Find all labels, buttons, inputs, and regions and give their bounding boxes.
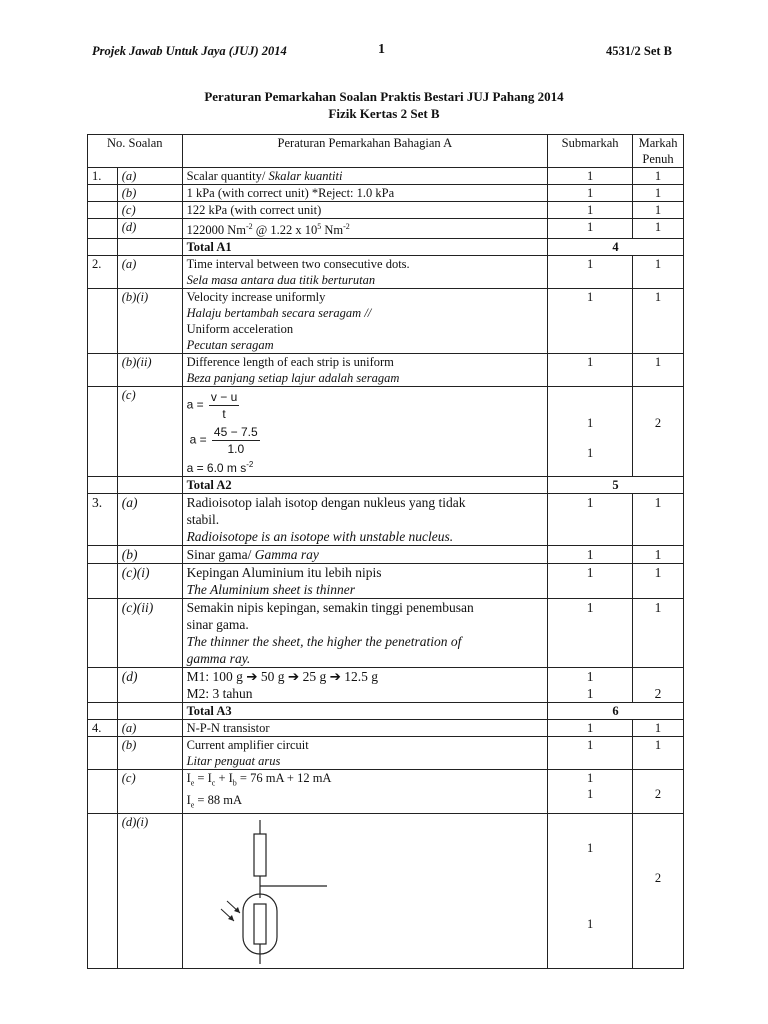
full-mark-cell	[633, 770, 684, 814]
answer-text: Radioisotop ialah isotop dengan nukleus yang tidak	[186, 495, 466, 511]
answer-text: 122000 Nm	[186, 223, 246, 238]
fraction	[212, 424, 260, 457]
submark: 1	[548, 599, 633, 668]
document-subtitle: Fizik Kertas 2 Set B	[328, 106, 440, 121]
answer-cell	[182, 668, 548, 703]
header-paper-code: 4531/2 Set B	[606, 44, 672, 58]
header-full-mark	[633, 135, 684, 168]
exponent: -2	[246, 460, 254, 470]
table-row	[88, 668, 684, 703]
total-row	[88, 703, 684, 720]
total-value: 6	[548, 703, 684, 720]
part-label: (d)(i)	[117, 814, 182, 969]
full-mark: 1	[633, 256, 684, 289]
total-row	[88, 239, 684, 256]
header-project-title: Projek Jawab Untuk Jaya (JUJ) 2014	[92, 44, 287, 58]
submark-cell	[548, 668, 633, 703]
part-label: (a)	[117, 494, 182, 546]
resistor	[254, 834, 266, 876]
part-label: (b)(i)	[117, 289, 182, 354]
full-mark: 1	[633, 354, 684, 387]
fraction-numerator: 45 − 7.5	[213, 425, 258, 440]
part-label: (c)	[117, 770, 182, 814]
answer-text: Difference length of each strip is uniform	[186, 355, 394, 370]
table-row	[88, 185, 684, 202]
table-row	[88, 564, 684, 599]
part-label: (b)	[117, 737, 182, 770]
part-label: (b)	[117, 546, 182, 564]
submark: 1	[548, 168, 633, 185]
answer-cell	[182, 599, 548, 668]
total-value: 5	[548, 477, 684, 494]
table-row	[88, 354, 684, 387]
full-mark: 1	[633, 737, 684, 770]
answer-cell	[182, 494, 548, 546]
table-row	[88, 546, 684, 564]
answer-text: = I	[194, 771, 212, 786]
circuit-diagram-cell	[182, 814, 548, 969]
answer-cell	[182, 546, 548, 564]
header-full-mark-line2: Penuh	[642, 152, 674, 166]
submark: 1	[548, 720, 633, 737]
submark: 1	[586, 771, 594, 786]
submark: 1	[586, 841, 594, 856]
table-row	[88, 494, 684, 546]
exponent: -2	[343, 222, 350, 231]
fraction-denominator: 1.0	[227, 442, 245, 457]
part-label: (a)	[117, 720, 182, 737]
fraction	[209, 389, 239, 422]
total-label: Total A3	[182, 703, 548, 720]
submark: 1	[548, 289, 633, 354]
answer-text-italic: Sela masa antara dua titik berturutan	[186, 273, 376, 288]
table-row	[88, 770, 684, 814]
answer-cell	[182, 219, 548, 239]
equation-lhs: a =	[189, 432, 210, 447]
marking-scheme-table	[87, 134, 684, 969]
part-label: (b)(ii)	[117, 354, 182, 387]
full-mark: 1	[633, 219, 684, 239]
answer-cell	[182, 737, 548, 770]
answer-text-italic: Beza panjang setiap lajur adalah seragam	[186, 371, 400, 386]
part-label: (d)	[117, 668, 182, 703]
answer-text-italic: Halaju bertambah secara seragam //	[186, 306, 372, 321]
answer-cell	[182, 168, 548, 185]
document-title: Peraturan Pemarkahan Soalan Praktis Bestari JUJ Pahang 2014	[204, 89, 564, 104]
submark: 1	[548, 354, 633, 387]
submark-cell	[548, 770, 633, 814]
ldr	[254, 904, 266, 944]
total-value: 4	[548, 239, 684, 256]
subscript: e	[190, 778, 195, 788]
total-row	[88, 477, 684, 494]
full-mark: 1	[633, 202, 684, 219]
submark: 1	[586, 686, 594, 702]
answer-text: I	[186, 771, 191, 786]
submark: 1	[548, 494, 633, 546]
full-mark: 1	[633, 720, 684, 737]
answer-text: Nm	[321, 223, 344, 238]
exponent: -2	[245, 222, 253, 231]
part-label: (c)	[117, 387, 182, 477]
table-row	[88, 737, 684, 770]
answer-text-italic: Radioisotope is an isotope with unstable nucleus.	[186, 529, 454, 545]
full-mark: 1	[633, 599, 684, 668]
full-mark: 2	[654, 871, 662, 886]
question-number: 2.	[88, 256, 118, 289]
table-row	[88, 720, 684, 737]
submark-cell	[548, 387, 633, 477]
part-label: (d)	[117, 219, 182, 239]
table-row	[88, 202, 684, 219]
part-label: (c)(i)	[117, 564, 182, 599]
submark: 1	[586, 917, 594, 932]
submark: 1	[548, 219, 633, 239]
submark: 1	[548, 737, 633, 770]
part-label: (b)	[117, 185, 182, 202]
page-number: 1	[378, 42, 385, 57]
equation-result: a = 6.0 m s	[186, 461, 247, 476]
full-mark: 1	[633, 185, 684, 202]
part-label: (c)	[117, 202, 182, 219]
subscript: b	[232, 778, 237, 788]
header-submark: Submarkah	[548, 135, 633, 168]
answer-text: Sinar gama/	[186, 547, 255, 563]
table-row	[88, 219, 684, 239]
full-mark: 2	[654, 787, 662, 802]
question-number: 3.	[88, 494, 118, 546]
answer-text: Scalar quantity/	[186, 169, 269, 183]
total-label: Total A2	[182, 477, 548, 494]
answer-cell	[182, 770, 548, 814]
table-row	[88, 289, 684, 354]
answer-text: Velocity increase uniformly	[186, 290, 326, 305]
submark: 1	[548, 546, 633, 564]
question-number: 4.	[88, 720, 118, 737]
answer-text: stabil.	[186, 512, 220, 528]
answer-text-italic: Skalar kuantiti	[268, 169, 343, 183]
submark: 1	[548, 564, 633, 599]
answer-cell	[182, 289, 548, 354]
submark: 1	[548, 185, 633, 202]
answer-text: + I	[215, 771, 233, 786]
header-full-mark-line1: Markah	[638, 136, 678, 150]
answer-text-italic: Gamma ray	[254, 547, 319, 563]
answer-text-italic: gamma ray.	[186, 651, 251, 667]
submark: 1	[586, 787, 594, 802]
question-number: 1.	[88, 168, 118, 185]
answer-text: I	[186, 792, 191, 807]
calculation-cell	[182, 387, 548, 477]
submark: 1	[548, 256, 633, 289]
full-mark: 2	[654, 686, 662, 702]
full-mark: 2	[654, 416, 662, 431]
submark: 1	[586, 416, 594, 431]
circuit-diagram	[187, 814, 387, 964]
full-mark-cell	[633, 814, 684, 969]
answer-text-italic: The thinner the sheet, the higher the penetration of	[186, 634, 462, 650]
answer-text: = 76 mA + 12 mA	[236, 771, 332, 786]
submark-cell	[548, 814, 633, 969]
submark: 1	[586, 669, 594, 685]
answer-text: N-P-N transistor	[182, 720, 548, 737]
answer-text: Kepingan Aluminium itu lebih nipis	[186, 565, 382, 581]
subscript: e	[190, 800, 195, 810]
header-question-no: No. Soalan	[88, 135, 183, 168]
answer-text-italic: Litar penguat arus	[186, 754, 281, 769]
submark: 1	[586, 446, 594, 461]
subscript: c	[211, 778, 216, 788]
table-row	[88, 256, 684, 289]
answer-text: M1: 100 g ➔ 50 g ➔ 25 g ➔ 12.5 g	[186, 669, 379, 685]
answer-cell	[182, 354, 548, 387]
answer-cell	[182, 256, 548, 289]
submark: 1	[548, 202, 633, 219]
equation-lhs: a =	[186, 397, 207, 412]
answer-text: @ 1.22 x 10	[252, 223, 318, 238]
fraction-numerator: v − u	[210, 390, 238, 405]
part-label: (a)	[117, 256, 182, 289]
full-mark: 1	[633, 289, 684, 354]
answer-text: 1 kPa (with correct unit) *Reject: 1.0 kPa	[182, 185, 548, 202]
table-row	[88, 168, 684, 185]
answer-text-italic: Pecutan seragam	[186, 338, 274, 353]
part-label: (c)(ii)	[117, 599, 182, 668]
table-row	[88, 814, 684, 969]
header-rule: Peraturan Pemarkahan Bahagian A	[182, 135, 548, 168]
table-row	[88, 387, 684, 477]
exponent: 5	[317, 222, 322, 231]
full-mark: 1	[633, 494, 684, 546]
full-mark-cell	[633, 387, 684, 477]
part-label: (a)	[117, 168, 182, 185]
full-mark: 1	[633, 546, 684, 564]
full-mark-cell	[633, 668, 684, 703]
answer-text: Semakin nipis kepingan, semakin tinggi penembusan	[186, 600, 474, 616]
answer-text: Current amplifier circuit	[186, 738, 309, 753]
fraction-denominator: t	[222, 407, 226, 422]
answer-text-italic: The Aluminium sheet is thinner	[186, 582, 356, 598]
full-mark: 1	[633, 564, 684, 599]
answer-text: = 88 mA	[194, 792, 242, 807]
answer-text: Uniform acceleration	[186, 322, 294, 337]
table-header-row	[88, 135, 684, 168]
answer-text: sinar gama.	[186, 617, 249, 633]
total-label: Total A1	[182, 239, 548, 256]
answer-text: M2: 3 tahun	[186, 686, 253, 702]
answer-cell	[182, 564, 548, 599]
answer-text: Time interval between two consecutive dots.	[186, 257, 410, 272]
table-row	[88, 599, 684, 668]
full-mark: 1	[633, 168, 684, 185]
answer-text: 122 kPa (with correct unit)	[182, 202, 548, 219]
